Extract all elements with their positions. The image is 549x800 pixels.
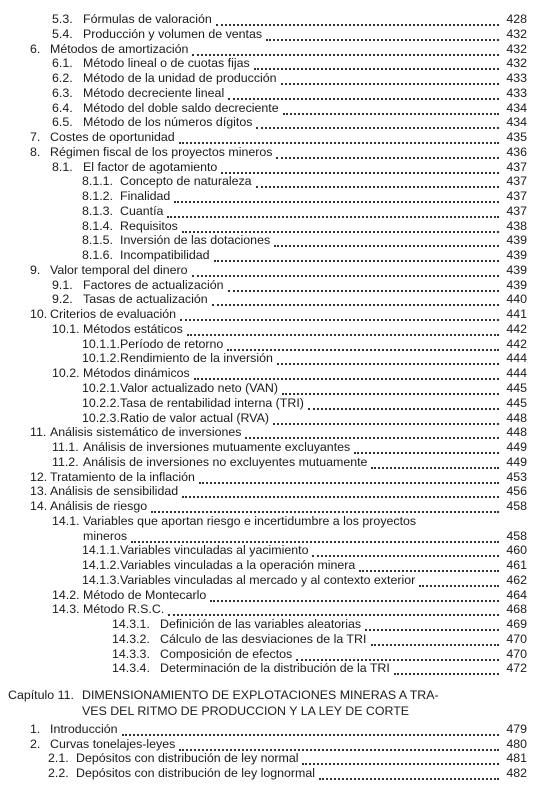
toc-entry-title: Concepto de naturaleza (120, 174, 252, 188)
toc-entry-title: Rendimiento de la inversión (120, 351, 273, 365)
toc-entry-title: El factor de agotamiento (83, 160, 218, 174)
toc-entry-number: 1. (30, 722, 41, 736)
toc-entry-title: Criterios de evaluación (50, 307, 177, 321)
toc-entry-title: Análisis de inversiones mutuamente excluyantes (83, 440, 351, 454)
toc-entry-title: Inversión de las dotaciones (120, 233, 271, 247)
toc-entry-title: Factores de actualización (83, 278, 224, 292)
dot-leader (151, 496, 499, 513)
toc-entry-page: 458 (506, 499, 527, 513)
toc-entry-number: 8.1. (52, 160, 73, 174)
toc-entry-title: Variables vinculadas al mercado y al contexto exterior (120, 573, 416, 587)
toc-entry-number: 14.1.3. (82, 573, 120, 587)
toc-entry (0, 499, 549, 514)
toc-entry-number: 14. (30, 499, 48, 513)
toc-entry-number: 8.1.2. (82, 189, 114, 203)
toc-entry-number: 6.2. (52, 71, 73, 85)
toc-entry-page: 432 (506, 27, 527, 41)
toc-entry-number: 11.1. (52, 440, 79, 454)
toc-entry-number: 2. (30, 737, 41, 751)
toc-entry-title: Introducción (50, 722, 118, 736)
toc-entry-page: 433 (506, 86, 527, 100)
toc-entry-page: 462 (506, 573, 527, 587)
toc-entry-page: 437 (506, 160, 527, 174)
toc-entry-page: 428 (506, 12, 527, 26)
toc-entry-title: mineros (83, 529, 128, 543)
toc-entry-title: Método de la unidad de producción (83, 71, 277, 85)
toc-entry-number: 10.1. (52, 322, 80, 336)
toc-entry-number: 8.1.4. (82, 219, 114, 233)
toc-entry-number: 10.2.1. (82, 381, 120, 395)
toc-entry-title: Ratio de valor actual (RVA) (120, 411, 269, 425)
toc-entry-title: Tasa de rentabilidad interna (TRI) (120, 396, 304, 410)
toc-entry-number: 10.2.3. (82, 411, 120, 425)
toc-entry-page: 472 (506, 661, 527, 675)
toc-entry-title: Métodos estáticos (83, 322, 183, 336)
toc-entry-number: 14.3.4. (112, 661, 150, 675)
toc-entry (0, 766, 549, 781)
toc-entry-number: 6.4. (52, 101, 73, 115)
toc-entry-number: 2.2. (48, 766, 69, 780)
toc-entry-title: Análisis sistemático de inversiones (50, 425, 242, 439)
toc-entry-number: 8.1.6. (82, 248, 114, 262)
toc-entry-page: 432 (506, 42, 527, 56)
toc-entry-title: Método de los números dígitos (83, 115, 253, 129)
toc-entry-number: 11. (30, 425, 47, 439)
toc-entry-title: Variables vinculadas a la operación minera (120, 558, 356, 572)
toc-entry-page: 437 (506, 204, 527, 218)
toc-entry-title: Composición de efectos (160, 647, 293, 661)
toc-entry-page: 470 (506, 647, 527, 661)
toc-entry-page: 456 (506, 484, 527, 498)
toc-entry-title: Método decreciente lineal (83, 86, 225, 100)
toc-entry-page: 439 (506, 233, 527, 247)
toc-entry-title: Método del doble saldo decreciente (83, 101, 279, 115)
toc-entry-page: 439 (506, 263, 527, 277)
chapter-title-line-2: VES DEL RITMO DE PRODUCCION Y LA LEY DE CORTE (82, 704, 410, 718)
toc-entry-number: 9. (30, 263, 41, 277)
toc-entry-page: 449 (506, 440, 527, 454)
toc-entry-number: 8.1.1. (82, 174, 114, 188)
toc-entry-page: 436 (506, 145, 527, 159)
toc-entry-number: 10.1.1. (82, 337, 120, 351)
toc-entry-number: 14.1.1. (82, 543, 120, 557)
toc-entry-number: 9.1. (52, 278, 73, 292)
toc-entry-title: Variables que aportan riesgo e incertidumbre a los proyectos (83, 514, 417, 528)
dot-leader (319, 763, 499, 780)
toc-entry-page: 460 (506, 543, 527, 557)
toc-entry-title: Tratamiento de la inflación (50, 470, 195, 484)
toc-entry-number: 14.3.3. (112, 647, 150, 661)
toc-entry-number: 8.1.3. (82, 204, 114, 218)
toc-entry-number: 6.5. (52, 115, 73, 129)
toc-entry-page: 442 (506, 322, 527, 336)
toc-entry-number: 10.2.2. (82, 396, 120, 410)
dot-leader (394, 658, 499, 675)
toc-entry-number: 14.2. (52, 588, 80, 602)
toc-entry-title: Cuantía (120, 204, 164, 218)
toc-entry-title: Métodos de amortización (50, 42, 189, 56)
toc-entry-number: 8. (30, 145, 41, 159)
toc-entry-title: Valor actualizado neto (VAN) (120, 381, 278, 395)
toc-entry-number: 14.3. (52, 602, 80, 616)
toc-entry-title: Incompatibilidad (120, 248, 210, 262)
toc-entry-page: 437 (506, 174, 527, 188)
toc-entry-number: 5.3. (52, 12, 73, 26)
toc-entry-number: 14.1.2. (82, 558, 120, 572)
toc-entry-number: 10. (30, 307, 48, 321)
toc-entry-page: 464 (506, 588, 527, 602)
toc-entry-page: 437 (506, 189, 527, 203)
toc-entry-number: 2.1. (48, 751, 69, 765)
toc-entry-title: Depósitos con distribución de ley lognormal (76, 766, 315, 780)
toc-entry-title: Método R.S.C. (83, 602, 165, 616)
toc-entry-page: 433 (506, 71, 527, 85)
toc-entry-title: Producción y volumen de ventas (83, 27, 263, 41)
chapter-label: Capítulo 11. (8, 688, 74, 702)
toc-entry-page: 448 (506, 411, 527, 425)
toc-entry-page: 448 (506, 425, 527, 439)
toc-entry-page: 434 (506, 115, 527, 129)
toc-entry-title: Variables vinculadas al yacimiento (120, 543, 309, 557)
toc-entry-title: Valor temporal del dinero (50, 263, 188, 277)
toc-entry-page: 438 (506, 219, 527, 233)
toc-entry-title: Análisis de inversiones no excluyentes mutuamente (83, 455, 368, 469)
toc-entry-number: 6.3. (52, 86, 73, 100)
toc-entry-title: Costes de oportunidad (50, 130, 175, 144)
toc-entry-page: 435 (506, 130, 527, 144)
toc-entry-page: 468 (506, 602, 527, 616)
toc-entry-number: 5.4. (52, 27, 73, 41)
toc-entry-page: 434 (506, 101, 527, 115)
toc-entry-page: 444 (506, 366, 527, 380)
toc-entry-page: 445 (506, 396, 527, 410)
toc-entry-title: Período de retorno (120, 337, 224, 351)
toc-entry-title: Análisis de sensibilidad (50, 484, 179, 498)
toc-entry-number: 10.1.2. (82, 351, 120, 365)
toc-entry-number: 8.1.5. (82, 233, 114, 247)
toc-entry-title: Requisitos (120, 219, 178, 233)
toc-entry-page: 482 (506, 766, 527, 780)
toc-entry-page: 461 (506, 558, 527, 572)
toc-entry-page: 470 (506, 632, 527, 646)
toc-entry-page: 445 (506, 381, 527, 395)
toc-entry-page: 481 (506, 751, 527, 765)
toc-entry-title: Curvas tonelajes-leyes (50, 737, 176, 751)
toc-entry-page: 442 (506, 337, 527, 351)
toc-entry-page: 479 (506, 722, 527, 736)
toc-entry-page: 480 (506, 737, 527, 751)
chapter-title-line-1: DIMENSIONAMIENTO DE EXPLOTACIONES MINERAS A TRA- (82, 688, 439, 702)
toc-entry-page: 440 (506, 292, 527, 306)
toc-entry-title: Régimen fiscal de los proyectos mineros (50, 145, 273, 159)
toc-entry-page: 469 (506, 617, 527, 631)
toc-entry-number: 6.1. (52, 56, 73, 70)
toc-entry-page: 458 (506, 529, 527, 543)
toc-entry-page: 449 (506, 455, 527, 469)
toc-entry-number: 10.2. (52, 366, 80, 380)
toc-entry-page: 439 (506, 278, 527, 292)
toc-entry-title: Determinación de la distribución de la TRI (160, 661, 390, 675)
toc-entry-number: 9.2. (52, 292, 73, 306)
toc-entry-number: 7. (30, 130, 41, 144)
toc-entry-number: 12. (30, 470, 48, 484)
toc-entry-number: 14.3.1. (112, 617, 150, 631)
toc-entry-number: 6. (30, 42, 41, 56)
toc-entry-number: 11.2. (52, 455, 79, 469)
toc-entry-page: 432 (506, 56, 527, 70)
toc-entry-number: 14.1. (52, 514, 80, 528)
toc-entry-page: 453 (506, 470, 527, 484)
toc-entry-title: Definición de las variables aleatorias (160, 617, 362, 631)
toc-entry-page: 441 (506, 307, 527, 321)
toc-entry (0, 661, 549, 676)
toc-entry-page: 439 (506, 248, 527, 262)
toc-entry-number: 13. (30, 484, 48, 498)
toc-entry-title: Métodos dinámicos (83, 366, 190, 380)
toc-entry-number: 14.3.2. (112, 632, 150, 646)
toc-entry-title: Cálculo de las desviaciones de la TRI (160, 632, 367, 646)
toc-entry-title: Método de Montecarlo (83, 588, 207, 602)
toc-entry-page: 444 (506, 351, 527, 365)
toc-entry-title: Finalidad (120, 189, 171, 203)
toc-entry-title: Depósitos con distribución de ley normal (76, 751, 299, 765)
toc-entry-title: Tasas de actualización (83, 292, 208, 306)
toc-entry-title: Análisis de riesgo (50, 499, 148, 513)
toc-entry-title: Fórmulas de valoración (83, 12, 212, 26)
toc-entry-title: Método lineal o de cuotas fijas (83, 56, 250, 70)
